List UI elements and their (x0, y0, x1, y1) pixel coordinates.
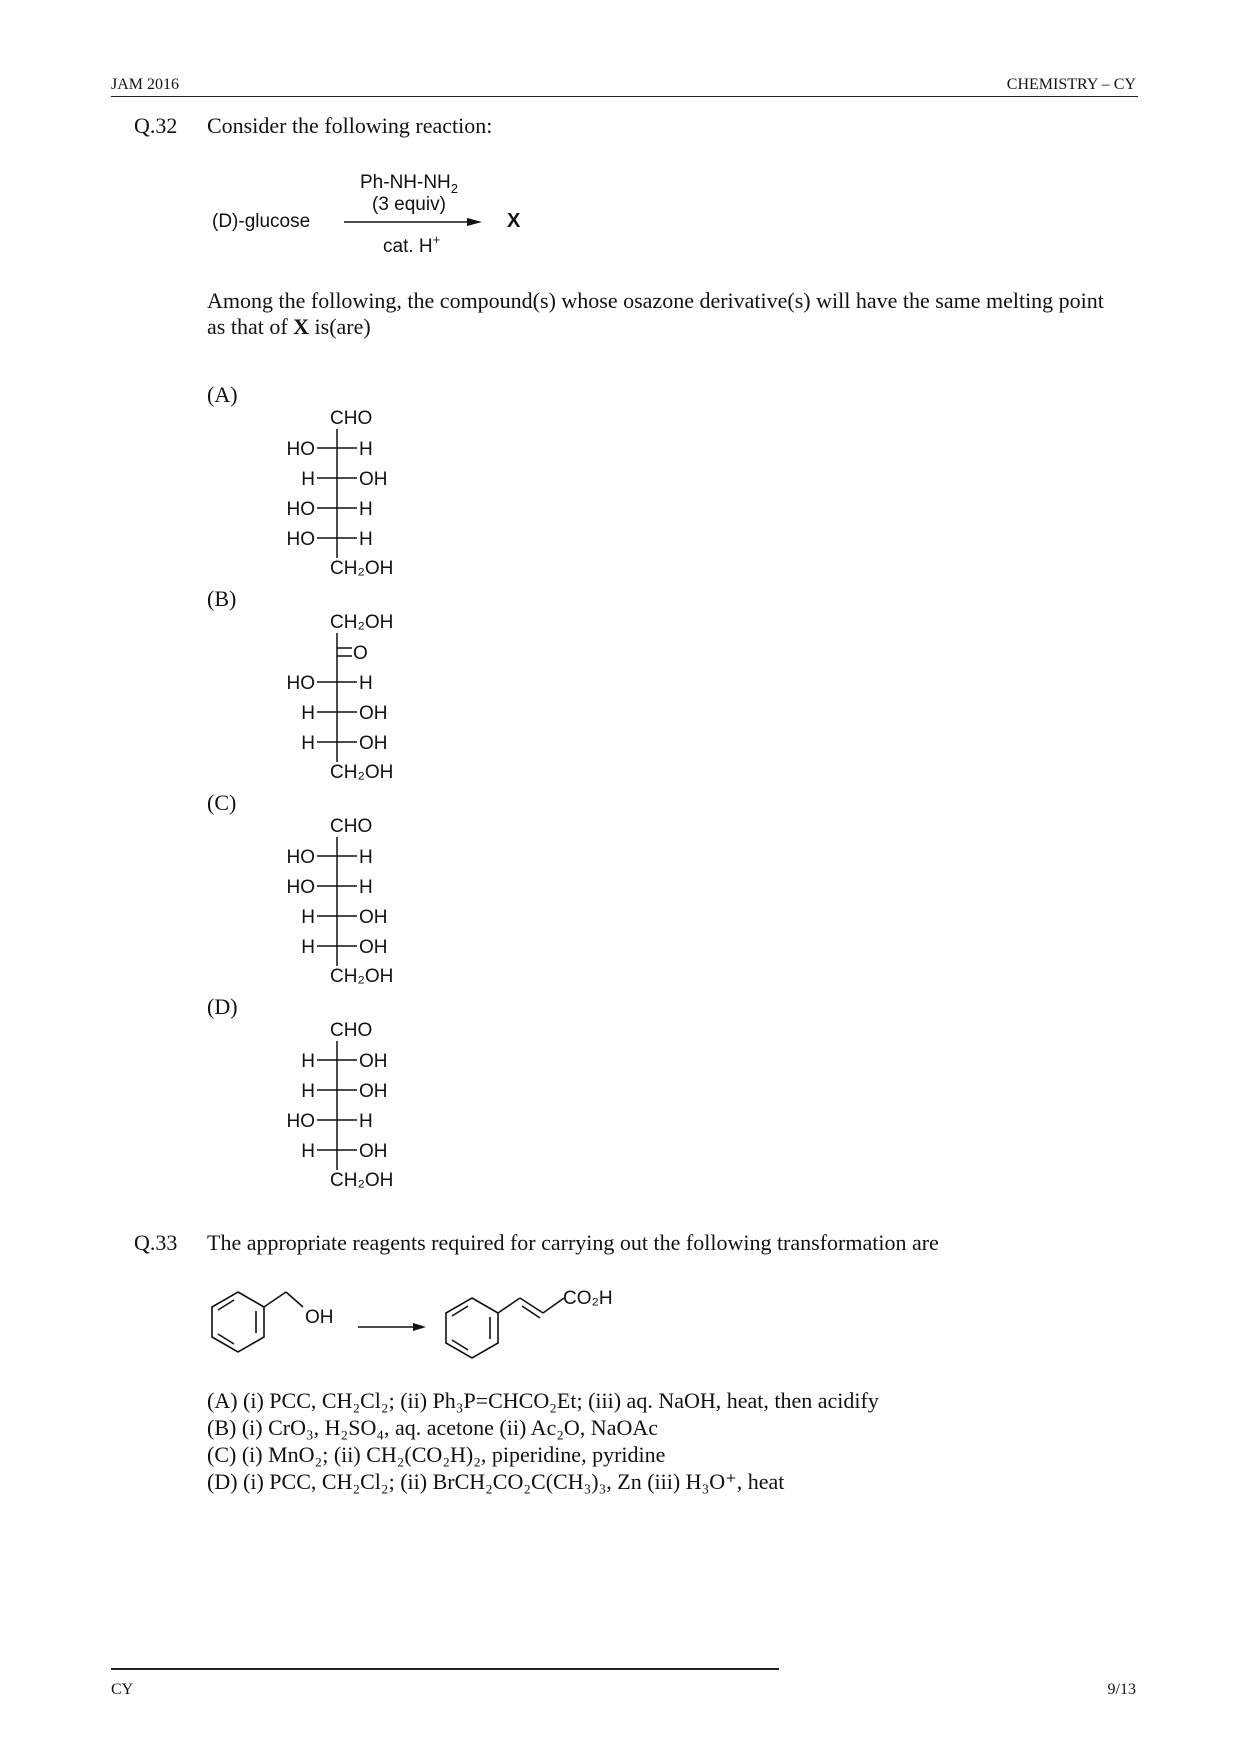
fischer-left-substituent: H (301, 937, 315, 958)
reaction-reactant: (D)-glucose (212, 211, 311, 232)
fischer-right-substituent: OH (359, 1081, 388, 1102)
fischer-left-substituent: H (301, 703, 315, 724)
q33-transformation-scheme (200, 1270, 640, 1380)
reaction-product: X (507, 210, 521, 232)
fischer-left-substituent: H (301, 733, 315, 754)
q33-prompt: The appropriate reagents required for carrying out the following transformation are (207, 1230, 939, 1255)
fischer-left-substituent: HO (286, 439, 315, 460)
fischer-right-substituent: H (359, 847, 373, 868)
fischer-left-substituent: H (301, 1141, 315, 1162)
q32-option-c-fischer-projection (270, 810, 430, 995)
fischer-right-substituent: H (359, 673, 373, 694)
fischer-bottom-group: CH₂OH (330, 966, 394, 987)
q33-option-b: (B) (i) CrO₃, H₂SO₄, aq. acetone (ii) Ac₂O, NaOAc (207, 1415, 658, 1440)
fischer-left-substituent: H (301, 1081, 315, 1102)
fischer-right-substituent: H (359, 1111, 373, 1132)
transformation-arrow-head (413, 1323, 426, 1331)
product-co2h-label: CO₂H (563, 1288, 613, 1309)
q32-option-c-label: (C) (207, 790, 237, 815)
header-exam-label: JAM 2016 (111, 76, 180, 93)
fischer-right-substituent: OH (359, 1141, 388, 1162)
reaction-reagent-line2: (3 equiv) (372, 194, 446, 215)
q33-number: Q.33 (134, 1230, 178, 1255)
fischer-right-substituent: H (359, 439, 373, 460)
fischer-left-substituent: HO (286, 1111, 315, 1132)
reactant-oh-label: OH (305, 1307, 334, 1328)
fischer-left-substituent: HO (286, 529, 315, 550)
q32-option-d-fischer-projection (270, 1014, 430, 1199)
fischer-bottom-group: CH₂OH (330, 558, 394, 579)
fischer-top-group: CHO (330, 816, 373, 837)
footer-rule (111, 1668, 779, 1670)
header-rule (111, 96, 1138, 97)
q33-option-d: (D) (i) PCC, CH₂Cl₂; (ii) BrCH₂CO₂C(CH₃)₃, Zn (iii) H₃O⁺, heat (207, 1469, 785, 1494)
fischer-bottom-group: CH₂OH (330, 1170, 394, 1191)
fischer-top-group: CHO (330, 1020, 373, 1041)
q33-option-c: (C) (i) MnO₂; (ii) CH₂(CO₂H)₂, piperidine, pyridine (207, 1442, 666, 1467)
fischer-right-substituent: H (359, 529, 373, 550)
fischer-right-substituent: OH (359, 907, 388, 928)
q32-option-a-fischer-projection (270, 402, 430, 587)
fischer-right-substituent: H (359, 499, 373, 520)
fischer-left-substituent: H (301, 469, 315, 490)
fischer-left-substituent: H (301, 1051, 315, 1072)
fischer-right-substituent: H (359, 877, 373, 898)
footer-subject-code: CY (111, 1681, 134, 1698)
fischer-left-substituent: HO (286, 877, 315, 898)
fischer-left-substituent: HO (286, 673, 315, 694)
fischer-right-substituent: OH (359, 937, 388, 958)
q32-number: Q.32 (134, 113, 178, 138)
q32-option-b-fischer-projection (270, 606, 430, 791)
q32-question (207, 288, 1107, 340)
fischer-top-group: CHO (330, 408, 373, 429)
fischer-left-substituent: HO (286, 847, 315, 868)
fischer-bottom-group: CH₂OH (330, 762, 394, 783)
q32-prompt: Consider the following reaction: (207, 113, 493, 138)
q32-question-text-2: is(are) (309, 314, 371, 339)
q33-option-a: (A) (i) PCC, CH₂Cl₂; (ii) Ph₃P=CHCO₂Et; (iii) aq. NaOH, heat, then acidify (207, 1388, 879, 1413)
fischer-right-substituent: OH (359, 703, 388, 724)
q32-question-text-1: Among the following, the compound(s) whose osazone derivative(s) will have the same melting point as that of (207, 288, 1104, 339)
q32-option-a-label: (A) (207, 382, 238, 407)
fischer-top-group: CH₂OH (330, 612, 394, 633)
benzene-ring-reactant (212, 1292, 303, 1352)
fischer-left-substituent: HO (286, 499, 315, 520)
fischer-left-substituent: H (301, 907, 315, 928)
benzene-ring-product (446, 1298, 564, 1358)
reaction-reagent-line1: $Ph-NH-NH_2$ (360, 172, 459, 196)
header-subject-label: CHEMISTRY – CY (1006, 76, 1136, 93)
q32-reaction-scheme (200, 165, 560, 265)
q32-option-d-label: (D) (207, 994, 238, 1019)
q33-options (207, 1387, 879, 1495)
reaction-arrow-head (467, 218, 482, 226)
q32-question-bold-x: X (293, 314, 310, 339)
fischer-right-substituent: OH (359, 469, 388, 490)
q32-option-b-label: (B) (207, 586, 237, 611)
reaction-catalyst: cat. H+ (383, 232, 441, 257)
footer-page-number: 9/13 (1107, 1681, 1136, 1698)
fischer-right-substituent: OH (359, 733, 388, 754)
fischer-right-substituent: OH (359, 1051, 388, 1072)
fischer-carbonyl-oxygen: O (353, 643, 368, 664)
